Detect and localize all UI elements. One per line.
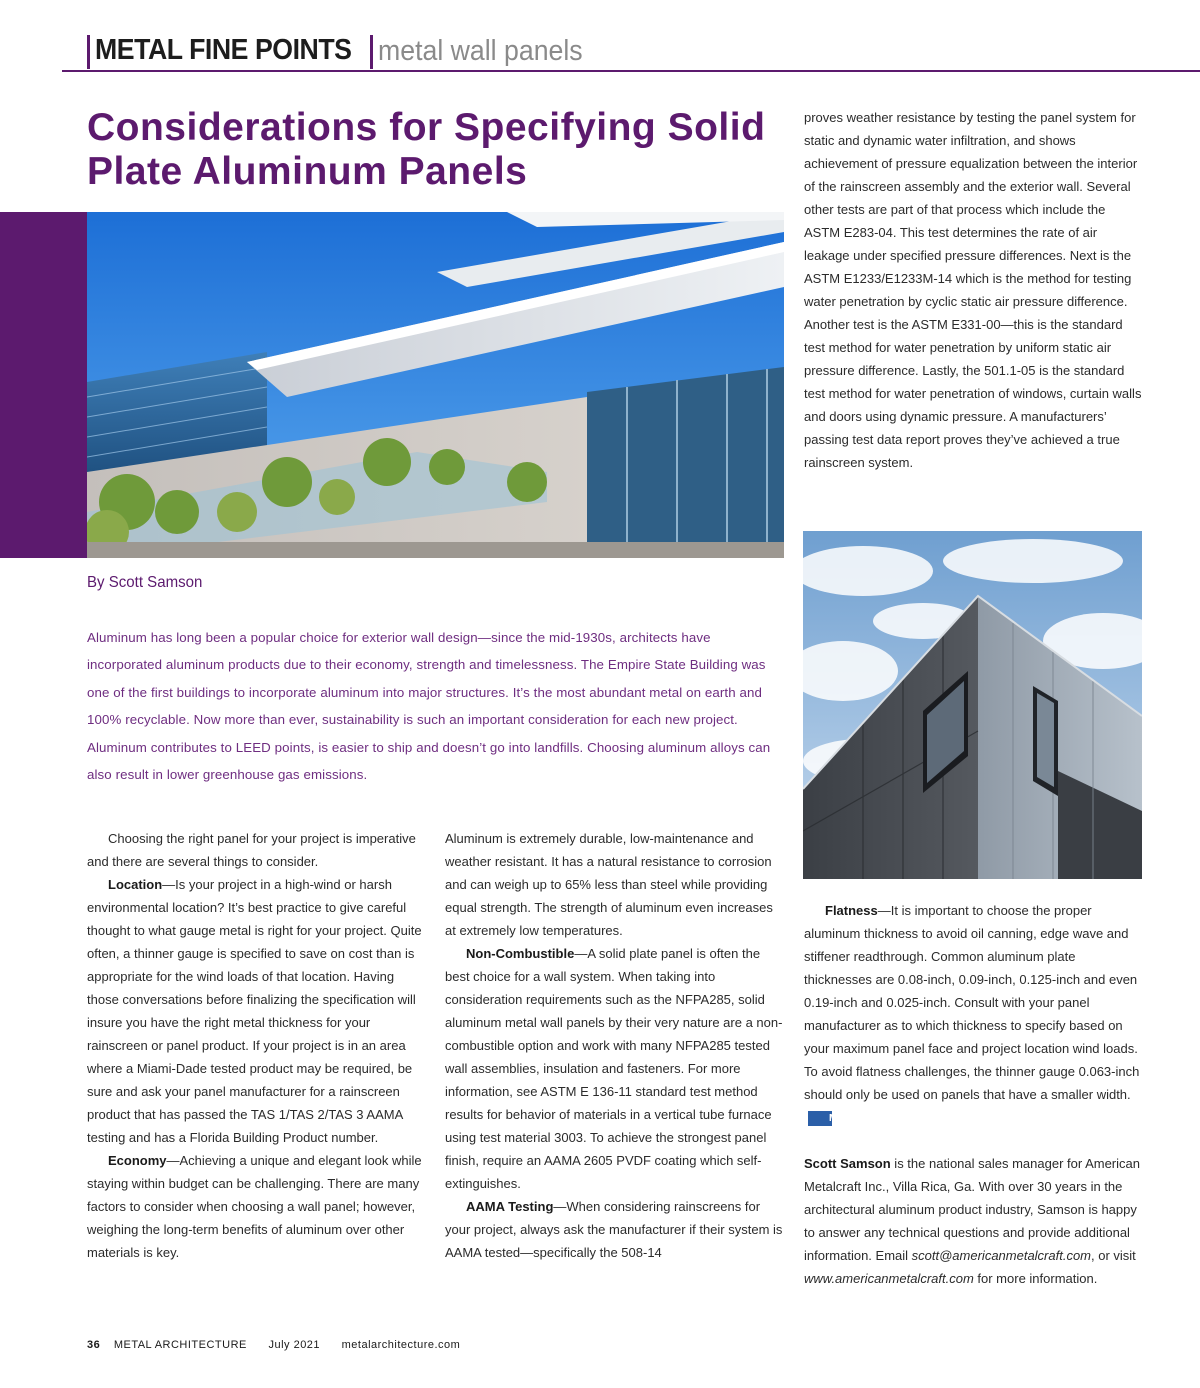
- bio-end: for more information.: [973, 1271, 1098, 1286]
- paragraph: [87, 873, 427, 1149]
- noncombustible-heading: Non-Combustible: [466, 946, 575, 961]
- aama-text: —When considering rainscreens for your project, always ask the manufacturer if their system is AAMA tested—specifically the 508-14: [445, 1199, 783, 1260]
- hero-photo: [87, 212, 784, 558]
- topic-label: metal wall panels: [378, 35, 583, 67]
- body-column-3-end: [804, 899, 1144, 1290]
- paragraph: Choosing the right panel for your project is imperative and there are several things to consider.: [87, 831, 416, 869]
- aama-heading: AAMA Testing: [466, 1199, 554, 1214]
- bio-name: Scott Samson: [804, 1156, 891, 1171]
- bio-text: is the national sales manager for American Metalcraft Inc., Villa Rica, Ga. With over 30 years in the architectural aluminum product industry, Samson is happy to answer any technical questions and provide additional information. Email: [804, 1156, 1140, 1263]
- economy-text: —Achieving a unique and elegant look while staying within budget can be challenging. There are many factors to consider when choosing a wall panel; however, weighing the long-term benefits of aluminum over other materials is key.: [87, 1153, 422, 1260]
- header-divider-left: [87, 35, 90, 69]
- byline: By Scott Samson: [87, 574, 203, 591]
- issue-date: July 2021: [268, 1339, 321, 1351]
- paragraph: [445, 1195, 785, 1264]
- body-column-3-continued: [804, 106, 1144, 474]
- bio-mid: , or visit: [1091, 1248, 1136, 1263]
- page-number: 36: [87, 1339, 101, 1351]
- body-column-2: [445, 827, 785, 1264]
- paragraph: proves weather resistance by testing the panel system for static and dynamic water infiltration, and shows achievement of pressure equalization between the interior of the rainscreen assembly and the exterior wall. Several other tests are part of that process which include the ASTM E283-04. This test determines the rate of air leakage under specified pressure differences. Next is the ASTM E1233/E1233M-14 which is the method for testing water penetration by cyclic static air pressure difference. Another test is the ASTM E331-00—this is the standard test method for water penetration by uniform static air pressure difference. Lastly, the 501.1-05 is the standard test method for water penetration of windows, curtain walls and doors using dynamic pressure. A manufacturers’ passing test data report proves they’ve achieved a true rainscreen system.: [804, 110, 1142, 470]
- flatness-heading: Flatness: [825, 903, 878, 918]
- header-divider-middle: [370, 35, 373, 69]
- flatness-text: —It is important to choose the proper aluminum thickness to avoid oil canning, edge wave and stiffener readthrough. Common aluminum plate thicknesses are 0.08-inch, 0.09-inch, 0.125-inch and even 0.19-inch and 0.025-inch. Consult with your panel manufacturer as to which thickness to specify based on your maximum panel face and project location wind loads. To avoid flatness challenges, the thinner gauge 0.063-inch should only be used on panels that have a smaller width.: [804, 903, 1140, 1102]
- page-footer: [87, 1339, 460, 1351]
- header-rule: [62, 70, 1200, 72]
- paragraph: Aluminum is extremely durable, low-maintenance and weather resistant. It has a natural resistance to corrosion and can weigh up to 65% less than steel while providing equal strength. The strength of aluminum even increases at extremely low temperatures.: [445, 831, 773, 938]
- end-mark-icon: MA: [808, 1111, 832, 1126]
- section-label: METAL FINE POINTS: [95, 34, 352, 66]
- noncombustible-text: —A solid plate panel is often the best choice for a wall system. When taking into consideration requirements such as the NFPA285, solid aluminum metal wall panels by their very nature are a non-combustible option and work with many NFPA285 tested wall assemblies, insulation and fasteners. For more information, see ASTM E 136-11 standard test method results for behavior of materials in a vertical tube furnace using test material 3003. To achieve the strongest panel finish, require an AAMA 2605 PVDF coating which self-extinguishes.: [445, 946, 783, 1191]
- website: metalarchitecture.com: [341, 1339, 461, 1351]
- paragraph: [445, 942, 785, 1195]
- body-column-1: [87, 827, 427, 1264]
- bio-url-link[interactable]: www.americanmetalcraft.com: [804, 1271, 974, 1286]
- article-title: Considerations for Specifying Solid Plate Aluminum Panels: [87, 106, 766, 193]
- economy-heading: Economy: [108, 1153, 167, 1168]
- article-intro: Aluminum has long been a popular choice for exterior wall design—since the mid-1930s, architects have incorporated aluminum products due to their economy, strength and timelessness. The Empire State Building was one of the first buildings to incorporate aluminum into major structures. It’s the most abundant metal on earth and 100% recyclable. Now more than ever, sustainability is such an important consideration for each new project. Aluminum contributes to LEED points, is easier to ship and doesn’t go into landfills. Choosing aluminum alloys can also result in lower greenhouse gas emissions.: [87, 630, 771, 783]
- side-photo: [803, 531, 1142, 879]
- publication-name: METAL ARCHITECTURE: [113, 1339, 247, 1351]
- location-text: —Is your project in a high-wind or harsh environmental location? It’s best practice to give careful thought to what gauge metal is right for your project. Quite often, a thinner gauge is specified to save on cost than is appropriate for the wind loads of that location. Having those conversations before finalizing the specification will insure you have the right metal thickness for your rainscreen or panel product. If your project is in an area where a Miami-Dade tested product may be required, be sure and ask your panel manufacturer for a rainscreen product that has passed the TAS 1/TAS 2/TAS 3 AAMA testing and has a Florida Building Product number.: [87, 877, 422, 1145]
- paragraph: [804, 899, 1144, 1129]
- location-heading: Location: [108, 877, 163, 892]
- paragraph: [87, 1149, 427, 1264]
- accent-block: [0, 212, 87, 558]
- author-bio: [804, 1152, 1144, 1290]
- bio-email-link[interactable]: scott@americanmetalcraft.com: [911, 1248, 1092, 1263]
